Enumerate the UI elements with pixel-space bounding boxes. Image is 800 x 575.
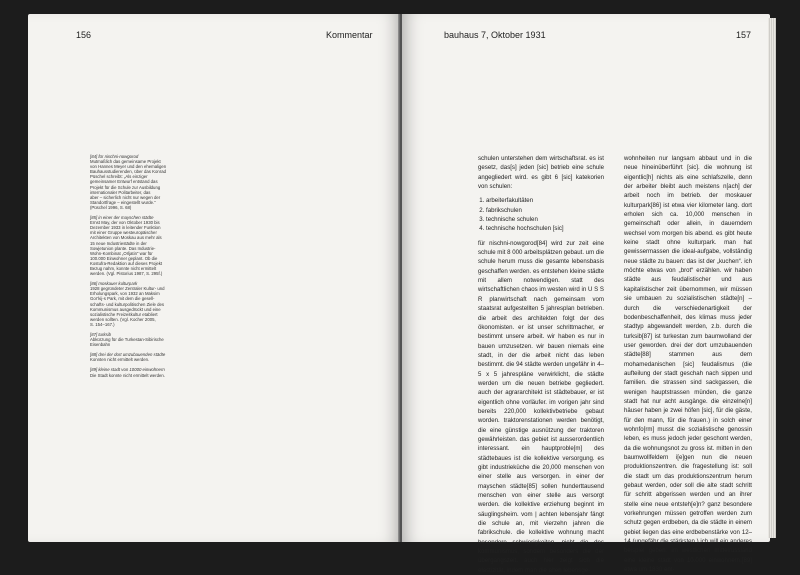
note-label: [86] moskauer kulturpark [90, 281, 138, 287]
note-line: Sowjetunion plante. Das Industrie- [90, 245, 156, 251]
left-running-head: Kommentar [326, 30, 373, 40]
paragraph: wohnheiten nur langsam abbaut und in die neue hineinüberführt [sic]. die wohnung ist eigentlic[h] nichts als eine schlafszelle, denn der arbeiter bleibt auch meistens n[ach] der arbeit noch im betrieb. der moskauer kulturpark[86] ist etwa vier kilometer lang. dort erholen sich ca. 10,000 menschen in gemeinschaft oder allein, in dauerndem wechsel vom morgen bis abend. es gibt heute keine stadt ohne kulturpark. man hat gewissermassen die ideal-aufgabe, vollständig neue städte zu bauen: das ist der „kuchen“. ich möchte etwas von „brot“ erzählen. wir haben städte aus feudalistischer und aus kapitalistischer zeit übernommen, wir müssen sie umbauen zu sozialistischen städte[n] – durch die verschiedenartigkeit der bodenbeschaffenheit, des klimas muss jeder stadtyp abgewandelt werden, z.b. durch die turksib[87] ist turkestan zum baumwolland der user geworden. drei der dort umzubauenden städte[88] stammen aus dem mohamedanischen [sic] feudalismus (die aufteilung der stadt geschah nach sippen und familien. die strassen sind sackgassen, die wenigen hauptstrassen münden, die ganze stadt hat nur acht ausgänge. die einzelne[n] häuser haben je zwei höfen [sic], für die gäste, für den mann, für die frauen.) in solch einer wohnfo[rm] musst die sozialistische genossin leben, es muss jedoch jeder geschont werden, da die wohnungsnot zu gross ist. mitten in den baumwollfeldern i[e]gen nun die neuen produktionszentren. die fragestellung ist: soll die stadt um das produktionszentrum herum gebaut werden, oder soll die alte stadt schritt für schritt abgerissen werden und an ihrer stelle eine neue entsteh[e]n? ganz besondere vorkehrungen müssen getroffen werden zum schutz gegen erdbeben, da die städte in einem gebiet liegen das eine erdbebenstärke von 12–14 (ungefähr die stärksten.) ich will ein anderes beispiel geben: im westlichen mittelrussland eine kleine stadt von 10,000 einwohnern,[89] etwa um 1830 ent- [624, 155, 752, 574]
note-line: 1928 gegründeter Zentraler Kultur- und [90, 286, 165, 292]
note-line: Konnten nicht ermittelt werden. [90, 357, 150, 363]
note-line: Wohn-Kombinat „Orljatin“ war für [90, 250, 153, 256]
note-line: 15 neue Industriestädte in der [90, 240, 147, 246]
list-item: 2. fabrikschulen [486, 206, 604, 215]
note-line: schafts- und kulturpolitischen Ziele des [90, 301, 165, 307]
note-line: Projekt für die Schule zur Ausbildung [90, 184, 161, 190]
note-label: [89] kleine stadt von 10000 einwohnern [90, 367, 165, 373]
note-89 [90, 367, 202, 377]
note-line: sozialistische Freizeitkultur etabliert [90, 311, 158, 317]
paragraph: für nischni-nowgorod[84] wird zur zeit eine schule mit 8 000 arbeitsplätzen gebaut. um die schule herum muss die gesamte lebensbasis geschaffen werden. es entstehen kleine städte mit allem notwendigen. statt des wirtschaftlichen chaos im westen wird in U S S R planwirtschaft nach gemeinsam vom staatsrat aufgestellten 5 jahresplan betrieben. die arbeit des architekten folgt der des ökonomisten. er ist unser schrittmacher, er bestimmt unsere arbeit. wir haben es nur in bauen umzusetzen. wir bauen niemals eine stadt, in der die arbeit nicht das leben bestimmt. die 94 städte werden ungefähr in 4–5 x 5 jahrespläne verwirklicht, die städte werden um die neuen betriebe gegliedert. auch der agrararchitekt ist städtebauer, er ist eigentlich ohne vorläufer. im vorigen jahr sind bereits 220,000 kollektivbetriebe gebaut worden. traktorenstationen werden benötigt, die eine günstige ausnützung der traktoren gewährleisten. das gebiet ist ausserordentlich interessant. ein hauptproble[m] des städtebaues ist die kollektive versorgung. es gibt industrieküche die 20,000 menschen von einer stelle aus versorgen. in einer der mayschen städte[85] sollen hunderttausend menschen von einer stelle aus versorgt werden. die kollektive erziehung beginnt im säuglingsheim. vom | achten lebensjahr fängt die schule an, mit vierzehn jahren die fabrikschule. die kollektive wohnung macht besondere schwierigkeiten, nicht die des kommunismus, sondern besonders die der übergangszeit. auch hier zeigt sich die elastizität, indem man die alten lebensge- [478, 239, 605, 574]
note-line: werden sollten. (Vgl. Kocher 2005, [90, 316, 156, 322]
left-page-number: 156 [76, 30, 92, 40]
school-list [478, 196, 604, 233]
note-line: internationaler Politarbeiter, das [90, 189, 151, 195]
note-line: aber – sicherlich nicht nur wegen der [90, 194, 161, 200]
left-page [28, 14, 400, 542]
list-item: 3. technische schulen [486, 215, 604, 224]
note-line: von Hannes Meyer und den ehemaligen [90, 164, 167, 170]
right-running-head: bauhaus 7, Oktober 1931 [444, 30, 546, 40]
note-label: [88] drei der dort umzubauenden städte [90, 352, 166, 358]
note-line: Dezember 1933 in leitender Funktion [90, 225, 161, 231]
note-line: mit einer Gruppe westeuropäischer [90, 230, 157, 236]
note-line: Architekten von Moskau aus mehr als [90, 235, 162, 241]
right-page-number: 157 [736, 30, 752, 40]
text-column-1 [478, 154, 604, 575]
note-line: 100.000 Einwohner geplant. Ob die [90, 255, 158, 261]
note-line: Bezug nahm, konnte nicht ermittelt [90, 265, 157, 271]
note-87 [90, 332, 202, 347]
note-line: Eisenbahn [90, 342, 111, 348]
note-line: Bauhausstudierenden, über das Konrad [90, 169, 166, 175]
note-line: Die Stadt konnte nicht ermittelt werden. [90, 372, 165, 378]
open-book [28, 14, 776, 574]
note-line: (Püschel 1996, S. 68) [90, 204, 132, 210]
note-line: Ernst May, der von Oktober 1930 bis [90, 220, 160, 226]
note-label: [84] für nischni-nowgorod [90, 154, 139, 159]
note-line: Standortfrage – eingestellt wurde.“ [90, 199, 156, 205]
list-item: 1. arbeiterfakultäten [486, 196, 604, 205]
note-line: gemeinsamer Entwurf entstand das [90, 179, 158, 185]
note-label: [87] turksib [90, 332, 112, 337]
note-86 [90, 281, 202, 327]
note-line: Püschel schreibt: „Als einziger [90, 174, 148, 180]
note-line: Kostufra-Redaktion auf dieses Projekt [90, 260, 163, 266]
note-line: Kommunismus ausgedrückt und eine [90, 306, 161, 312]
footnotes-column [90, 154, 202, 383]
note-label: [85] in einer der mayschen städte [90, 215, 154, 221]
note-line: werden. (Vgl. Pistorius 1987, S. 295f.) [90, 271, 163, 277]
page-edges [768, 18, 776, 538]
note-line: Gor’kij-s Park, mit dem die gesell- [90, 296, 155, 302]
note-line: Abkürzung für die Turkestan-Sibirische [90, 337, 164, 343]
note-line: Mutmaßlich das gemeinsame Projekt [90, 159, 161, 165]
paragraph: schulen unterstehen dem wirtschaftsrat. es ist gesetz, das[s] jeden [sic] betrieb eine schule angegliedert wird. es gibt 6 [sic] katekorien von schulen: [478, 155, 604, 191]
right-page [402, 14, 770, 574]
note-line: S. 154–167.) [90, 321, 115, 327]
list-item: 4. technische hochschulen [sic] [486, 224, 604, 233]
text-column-2 [624, 154, 752, 574]
note-84 [90, 154, 202, 210]
note-line: Erholungspark, von 1932 an Maksim [90, 291, 160, 297]
note-85 [90, 215, 202, 276]
note-88 [90, 352, 202, 362]
